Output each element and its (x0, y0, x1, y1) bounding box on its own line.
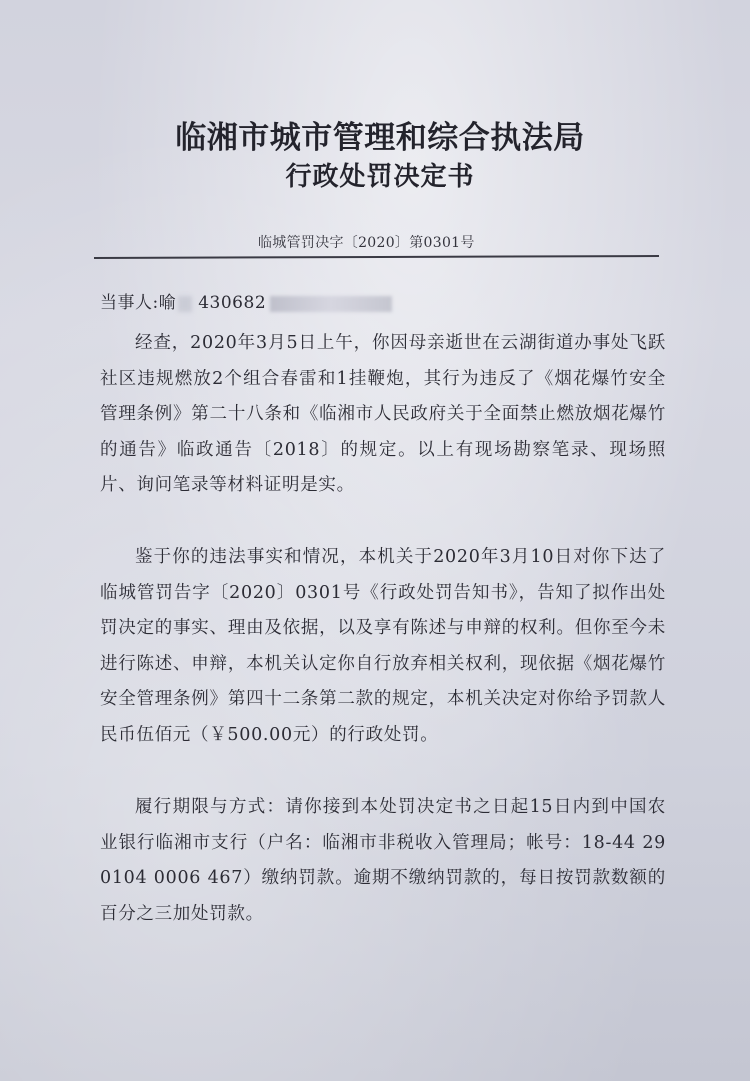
header-divider (94, 255, 659, 259)
document-type-title: 行政处罚决定书 (285, 162, 475, 192)
party-name: 喻 (158, 293, 177, 313)
redaction-mark (270, 296, 392, 312)
redaction-mark (178, 296, 192, 312)
party-line (100, 288, 392, 313)
party-label: 当事人: (100, 293, 159, 313)
document-number: 临城管罚决字〔2020〕第0301号 (258, 235, 475, 251)
party-id-prefix: 430682 (198, 293, 267, 313)
agency-title: 临湘市城市管理和综合执法局 (175, 120, 585, 156)
payment-paragraph: 履行期限与方式：请你接到本处罚决定书之日起15日内到中国农业银行临湘市支行（户名：临湘市非税收入管理局；帐号：18-44 29 0104 0006 467）缴纳罚款。逾期不缴纳罚款的，每日按罚款数额的百分之三加处罚款。 (100, 797, 666, 924)
findings-paragraph: 经查，2020年3月5日上午，你因母亲逝世在云湖街道办事处飞跃社区违规燃放2个组合春雷和1挂鞭炮，其行为违反了《烟花爆竹安全管理条例》第二十八条和《临湘市人民政府关于全面禁止燃放烟花爆竹的通告》临政通告〔2018〕的规定。以上有现场勘察笔录、现场照片、询问笔录等材料证明是实。 (100, 333, 666, 496)
decision-paragraph: 鉴于你的违法事实和情况，本机关于2020年3月10日对你下达了临城管罚告字〔2020〕0301号《行政处罚告知书》，告知了拟作出处罚决定的事实、理由及依据，以及享有陈述与申辩的权利。但你至今未进行陈述、申辩，本机关认定你自行放弃相关权利，现依据《烟花爆竹安全管理条例》第四十二条第二款的规定，本机关决定对你给予罚款人民币伍佰元（￥500.00元）的行政处罚。 (100, 547, 666, 745)
